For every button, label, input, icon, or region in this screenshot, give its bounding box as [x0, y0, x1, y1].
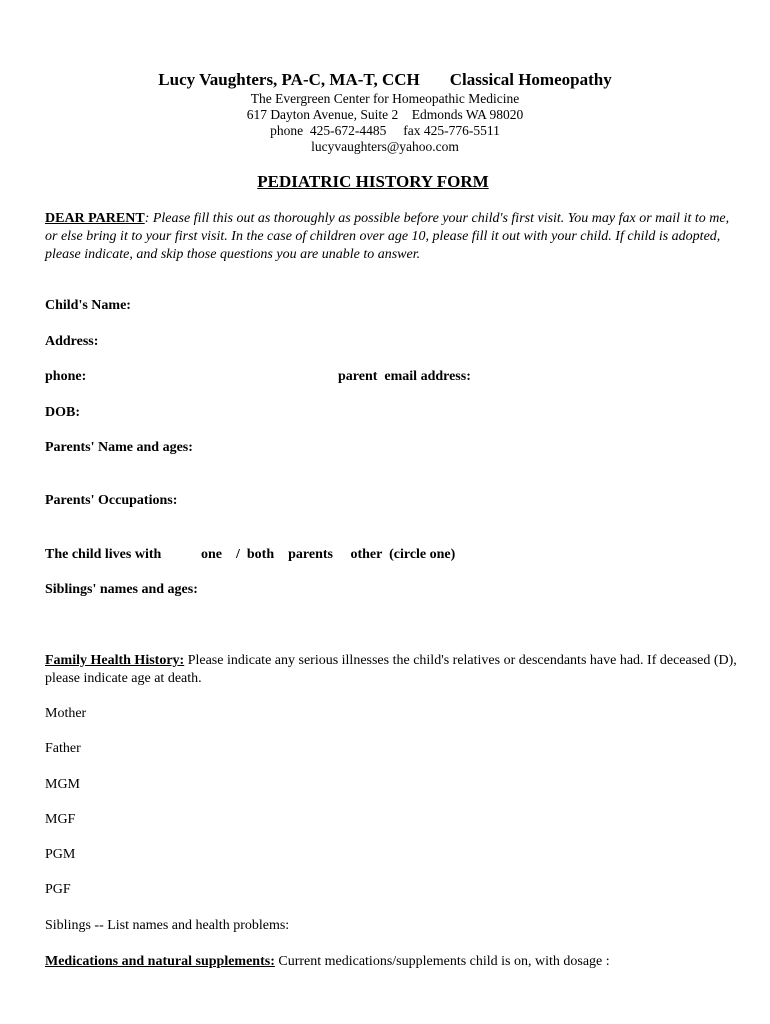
parent-email-label: parent email address: [338, 369, 471, 384]
intro-paragraph [45, 210, 735, 264]
phone-label: phone: [45, 369, 87, 384]
medications-text: Current medications/supplements child is on, with dosage : [274, 954, 610, 969]
siblings-health-label: Siblings -- List names and health problems: [45, 918, 290, 933]
family-history-text: Please indicate any serious illnesses the child's relatives or descendants have had. If deceased (D), please indicate age at death. [45, 653, 737, 686]
lives-with-options: one / both parents other (circle one) [201, 547, 456, 562]
family-history-heading: Family Health History: [45, 653, 185, 668]
child-lives-with-label: The child lives with [45, 547, 162, 562]
relative-mother: Mother [45, 706, 87, 721]
form-title: PEDIATRIC HISTORY FORM [257, 172, 489, 191]
siblings-label: Siblings' names and ages: [45, 582, 198, 597]
center-name: The Evergreen Center for Homeopathic Medicine [250, 91, 520, 106]
address-label: Address: [45, 334, 99, 349]
relative-pgf: PGF [45, 882, 71, 897]
header-title [0, 70, 770, 90]
intro-lead: DEAR PARENT [45, 211, 145, 226]
relative-mgf: MGF [45, 812, 76, 827]
relative-mgm: MGM [45, 777, 81, 792]
child-name-label: Child's Name: [45, 298, 131, 313]
medications-paragraph [45, 953, 745, 971]
center-address: 617 Dayton Avenue, Suite 2 Edmonds WA 98020 [246, 107, 524, 122]
dob-label: DOB: [45, 405, 80, 420]
intro-text: : Please fill this out as thoroughly as possible before your child's first visit. You may fax or mail it to me, or else bring it to your first visit. In the case of children over age 10, please fill it out with your child. If child is adopted, please indicate, and skip those questions you are unable to answer. [45, 211, 730, 262]
parents-names-label: Parents' Name and ages: [45, 440, 193, 455]
relative-father: Father [45, 741, 81, 756]
practice-name: Classical Homeopathy [449, 70, 612, 89]
family-history-paragraph [45, 652, 745, 688]
center-email: lucyvaughters@yahoo.com [311, 139, 459, 154]
relative-pgm: PGM [45, 847, 76, 862]
center-contact: phone 425-672-4485 fax 425-776-5511 [270, 123, 500, 138]
medications-heading: Medications and natural supplements: [45, 954, 275, 969]
provider-name: Lucy Vaughters, PA-C, MA-T, CCH [158, 70, 420, 89]
parents-occupations-label: Parents' Occupations: [45, 493, 178, 508]
